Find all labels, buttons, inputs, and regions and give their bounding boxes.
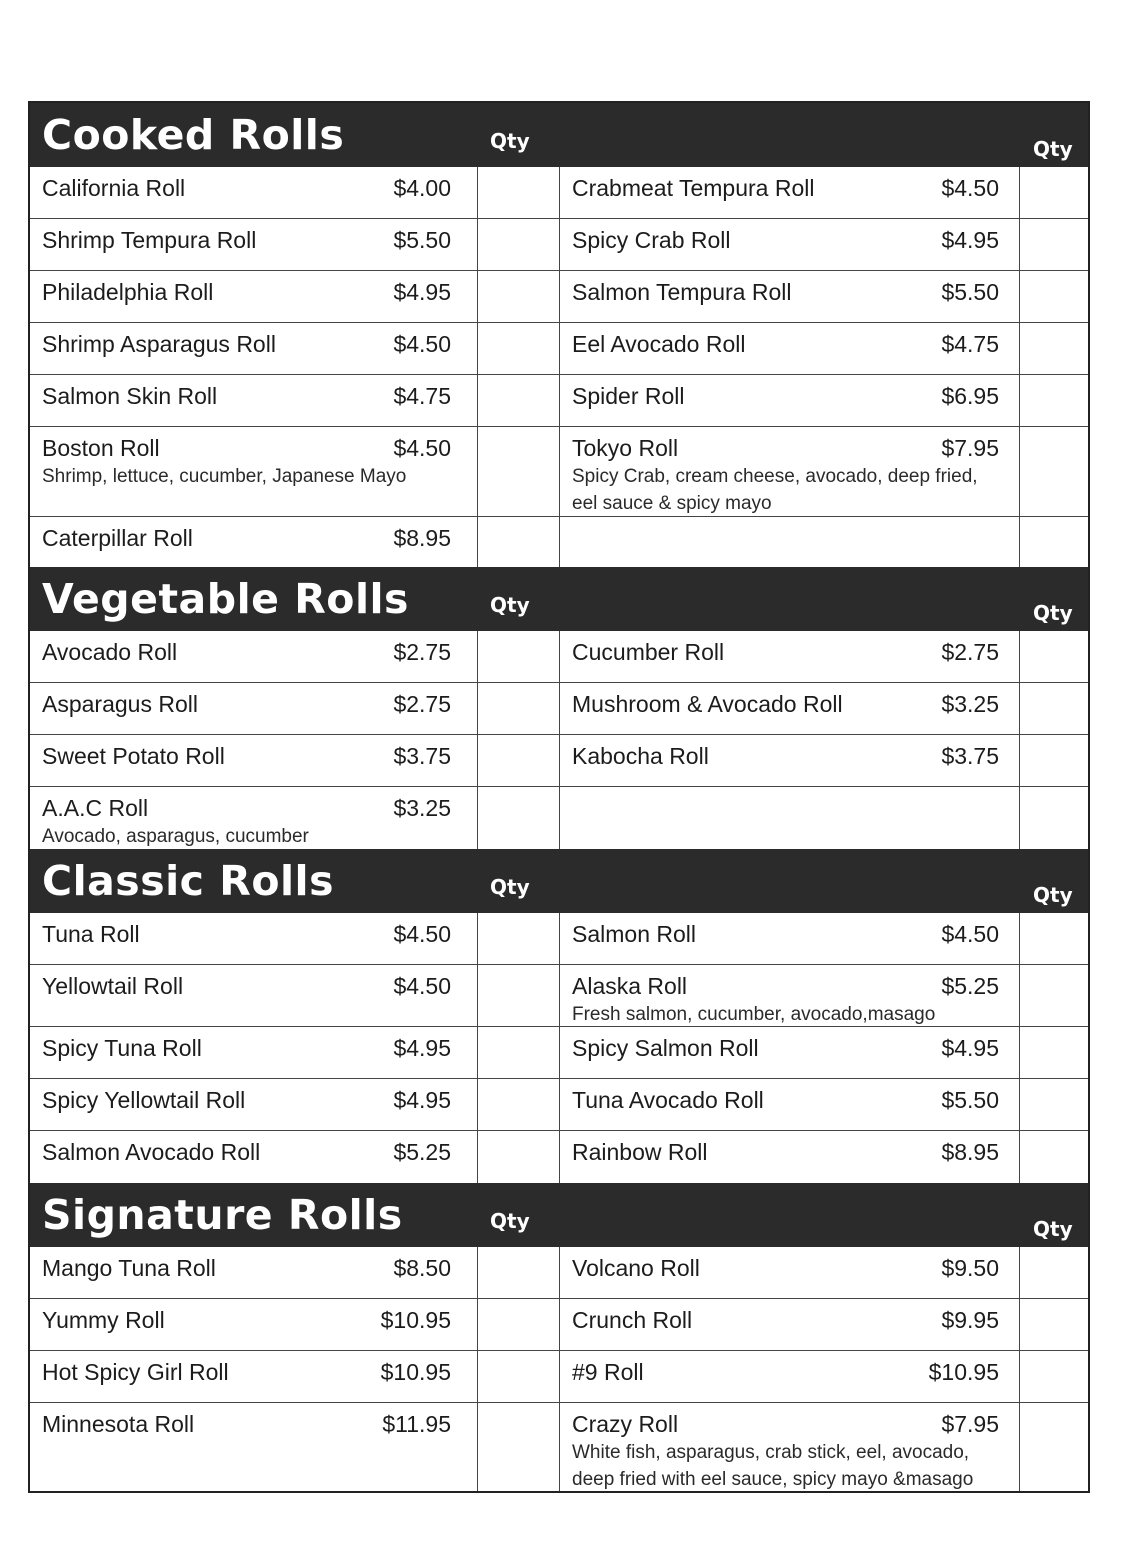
qty-input-cell[interactable]: [478, 965, 560, 1026]
item-name: Spicy Salmon Roll: [572, 1035, 759, 1061]
item-price: $5.50: [941, 279, 999, 305]
item-name: Salmon Skin Roll: [42, 383, 218, 409]
menu-item: [560, 323, 1020, 374]
item-price: $4.50: [941, 921, 999, 947]
item-price: $4.50: [393, 973, 451, 999]
menu-item: [560, 1247, 1020, 1298]
item-price: $8.95: [941, 1139, 999, 1165]
menu-item: [30, 167, 478, 218]
item-description: deep fried with eel sauce, spicy mayo &masago: [572, 1469, 974, 1490]
qty-input-cell[interactable]: [1020, 1027, 1088, 1078]
item-name: Hot Spicy Girl Roll: [42, 1359, 229, 1385]
qty-input-cell[interactable]: [478, 271, 560, 322]
menu-item: [560, 1351, 1020, 1402]
menu-row: [30, 517, 1088, 567]
menu-item: [560, 1131, 1020, 1183]
qty-input-cell[interactable]: [1020, 1403, 1088, 1491]
qty-input-cell[interactable]: [1020, 271, 1088, 322]
menu-item: [30, 1351, 478, 1402]
item-name: Tuna Avocado Roll: [572, 1087, 764, 1113]
item-description: Avocado, asparagus, cucumber: [42, 826, 309, 847]
qty-input-cell[interactable]: [478, 427, 560, 516]
qty-column-label: Qty: [490, 1209, 530, 1233]
item-name: Crazy Roll: [572, 1411, 679, 1437]
menu-item: [30, 427, 478, 516]
menu-item: [560, 167, 1020, 218]
menu-item: [30, 1299, 478, 1350]
menu-row: [30, 1079, 1088, 1131]
qty-input-cell[interactable]: [478, 517, 560, 567]
item-price: $8.50: [393, 1255, 451, 1281]
qty-input-cell[interactable]: [1020, 517, 1088, 567]
qty-input-cell[interactable]: [478, 683, 560, 734]
item-price: $10.95: [380, 1307, 451, 1333]
qty-input-cell[interactable]: [1020, 427, 1088, 516]
menu-item: [560, 965, 1020, 1026]
item-price: $8.95: [393, 525, 451, 551]
item-price: $6.95: [941, 383, 999, 409]
qty-input-cell[interactable]: [1020, 1299, 1088, 1350]
qty-column-label: Qty: [490, 875, 530, 899]
item-name: Avocado Roll: [42, 639, 178, 665]
item-price: $4.50: [393, 331, 451, 357]
section-cooked-rolls: [30, 103, 1088, 567]
item-name: Tokyo Roll: [572, 435, 679, 461]
item-name: Kabocha Roll: [572, 743, 709, 769]
item-price: $9.50: [941, 1255, 999, 1281]
qty-input-cell[interactable]: [1020, 323, 1088, 374]
qty-input-cell[interactable]: [478, 167, 560, 218]
section-header: [30, 103, 1088, 167]
item-name: Yummy Roll: [42, 1307, 165, 1333]
item-price: $10.95: [380, 1359, 451, 1385]
item-name: Shrimp Tempura Roll: [42, 227, 257, 253]
menu-row: [30, 913, 1088, 965]
qty-column-label: Qty: [1033, 1217, 1073, 1241]
item-price: $4.95: [941, 1035, 999, 1061]
item-price: $3.25: [393, 795, 451, 821]
item-price: $10.95: [928, 1359, 999, 1385]
menu-item: [560, 913, 1020, 964]
menu-item: [560, 631, 1020, 682]
item-name: Sweet Potato Roll: [42, 743, 225, 769]
item-price: $4.75: [941, 331, 999, 357]
qty-input-cell[interactable]: [1020, 683, 1088, 734]
menu-item: [560, 375, 1020, 426]
item-name: Boston Roll: [42, 435, 160, 461]
item-price: $7.95: [941, 435, 999, 461]
item-name: Spicy Yellowtail Roll: [42, 1087, 246, 1113]
menu-row: [30, 323, 1088, 375]
menu-item: [30, 219, 478, 270]
menu-row: [30, 631, 1088, 683]
item-description: Fresh salmon, cucumber, avocado,masago: [572, 1004, 936, 1025]
qty-input-cell[interactable]: [478, 1351, 560, 1402]
menu-item: [560, 427, 1020, 516]
item-price: $5.25: [941, 973, 999, 999]
menu-row: [30, 787, 1088, 849]
item-price: $4.95: [393, 1087, 451, 1113]
qty-input-cell[interactable]: [1020, 913, 1088, 964]
section-header: [30, 849, 1088, 913]
qty-input-cell[interactable]: [1020, 1247, 1088, 1298]
menu-item: [30, 517, 478, 567]
item-name: Salmon Avocado Roll: [42, 1139, 261, 1165]
item-price: $3.75: [393, 743, 451, 769]
menu-row: [30, 735, 1088, 787]
item-price: $5.50: [941, 1087, 999, 1113]
item-name: Asparagus Roll: [42, 691, 198, 717]
item-price: $4.00: [393, 175, 451, 201]
menu-item: [30, 683, 478, 734]
qty-input-cell[interactable]: [478, 323, 560, 374]
qty-input-cell[interactable]: [478, 913, 560, 964]
item-name: Mango Tuna Roll: [42, 1255, 216, 1281]
menu-item: [560, 787, 1020, 849]
menu-row: [30, 1131, 1088, 1183]
menu-row: [30, 271, 1088, 323]
qty-input-cell[interactable]: [1020, 167, 1088, 218]
item-price: $4.75: [393, 383, 451, 409]
qty-input-cell[interactable]: [478, 1079, 560, 1130]
section-title: Vegetable Rolls: [42, 575, 409, 623]
qty-input-cell[interactable]: [1020, 219, 1088, 270]
item-name: Yellowtail Roll: [42, 973, 184, 999]
item-description: Spicy Crab, cream cheese, avocado, deep fried,: [572, 466, 978, 487]
item-name: Rainbow Roll: [572, 1139, 708, 1165]
qty-input-cell[interactable]: [478, 1299, 560, 1350]
section-header: [30, 567, 1088, 631]
menu-item: [30, 913, 478, 964]
qty-input-cell[interactable]: [478, 375, 560, 426]
menu-row: [30, 683, 1088, 735]
menu-item: [30, 1079, 478, 1130]
menu-item: [560, 1403, 1020, 1491]
item-name: Salmon Tempura Roll: [572, 279, 792, 305]
menu-item: [560, 735, 1020, 786]
qty-input-cell[interactable]: [478, 735, 560, 786]
item-price: $4.95: [941, 227, 999, 253]
item-name: Caterpillar Roll: [42, 525, 193, 551]
menu-row: [30, 1403, 1088, 1491]
menu-row: [30, 965, 1088, 1027]
item-name: Mushroom & Avocado Roll: [572, 691, 843, 717]
item-name: Volcano Roll: [572, 1255, 700, 1281]
menu-row: [30, 427, 1088, 517]
menu-item: [560, 219, 1020, 270]
qty-input-cell[interactable]: [1020, 631, 1088, 682]
section-signature-rolls: [30, 1183, 1088, 1491]
item-price: $4.50: [393, 921, 451, 947]
item-price: $3.75: [941, 743, 999, 769]
qty-input-cell[interactable]: [1020, 1079, 1088, 1130]
item-name: Salmon Roll: [572, 921, 696, 947]
item-price: $2.75: [941, 639, 999, 665]
menu-item: [560, 517, 1020, 567]
menu-row: [30, 1351, 1088, 1403]
item-description: eel sauce & spicy mayo: [572, 493, 772, 514]
menu-item: [30, 735, 478, 786]
section-title: Signature Rolls: [42, 1191, 403, 1239]
item-price: $9.95: [941, 1307, 999, 1333]
item-name: Cucumber Roll: [572, 639, 725, 665]
menu-item: [30, 323, 478, 374]
qty-column-label: Qty: [490, 129, 530, 153]
menu-item: [30, 631, 478, 682]
section-classic-rolls: [30, 849, 1088, 1183]
menu-row: [30, 1247, 1088, 1299]
section-title: Cooked Rolls: [42, 111, 345, 159]
menu-row: [30, 375, 1088, 427]
item-name: Shrimp Asparagus Roll: [42, 331, 276, 357]
menu-item: [30, 375, 478, 426]
item-price: $4.95: [393, 279, 451, 305]
item-name: A.A.C Roll: [42, 795, 149, 821]
qty-column-label: Qty: [490, 593, 530, 617]
menu-order-form: [28, 101, 1090, 1493]
menu-item: [560, 1299, 1020, 1350]
menu-item: [30, 271, 478, 322]
menu-item: [30, 1131, 478, 1183]
section-header: [30, 1183, 1088, 1247]
qty-input-cell[interactable]: [1020, 1351, 1088, 1402]
menu-item: [560, 1027, 1020, 1078]
menu-item: [560, 271, 1020, 322]
item-name: Crunch Roll: [572, 1307, 693, 1333]
qty-input-cell[interactable]: [478, 1247, 560, 1298]
item-price: $7.95: [941, 1411, 999, 1437]
section-title: Classic Rolls: [42, 857, 334, 905]
section-vegetable-rolls: [30, 567, 1088, 849]
qty-input-cell[interactable]: [478, 1027, 560, 1078]
menu-item: [30, 787, 478, 849]
qty-input-cell[interactable]: [478, 787, 560, 849]
item-name: Alaska Roll: [572, 973, 688, 999]
qty-column-label: Qty: [1033, 883, 1073, 907]
menu-row: [30, 1027, 1088, 1079]
item-price: $2.75: [393, 639, 451, 665]
qty-input-cell[interactable]: [478, 1403, 560, 1491]
menu-item: [30, 1027, 478, 1078]
menu-item: [560, 1079, 1020, 1130]
item-name: Spicy Crab Roll: [572, 227, 731, 253]
qty-input-cell[interactable]: [1020, 1131, 1088, 1183]
item-price: $5.50: [393, 227, 451, 253]
item-price: $11.95: [382, 1411, 451, 1437]
item-name: #9 Roll: [572, 1359, 644, 1385]
item-name: Minnesota Roll: [42, 1411, 195, 1437]
menu-item: [30, 1403, 478, 1491]
item-name: Crabmeat Tempura Roll: [572, 175, 815, 201]
item-description: Shrimp, lettuce, cucumber, Japanese Mayo: [42, 466, 407, 487]
item-name: Spicy Tuna Roll: [42, 1035, 202, 1061]
item-name: Philadelphia Roll: [42, 279, 214, 305]
qty-input-cell[interactable]: [1020, 375, 1088, 426]
item-price: $3.25: [941, 691, 999, 717]
item-price: $4.50: [393, 435, 451, 461]
qty-input-cell[interactable]: [478, 631, 560, 682]
item-name: Spider Roll: [572, 383, 685, 409]
item-name: California Roll: [42, 175, 186, 201]
menu-row: [30, 219, 1088, 271]
item-price: $4.95: [393, 1035, 451, 1061]
menu-row: [30, 1299, 1088, 1351]
menu-item: [30, 1247, 478, 1298]
item-price: $5.25: [393, 1139, 451, 1165]
qty-column-label: Qty: [1033, 601, 1073, 625]
qty-input-cell[interactable]: [478, 219, 560, 270]
item-description: White fish, asparagus, crab stick, eel, avocado,: [572, 1442, 970, 1463]
item-name: Eel Avocado Roll: [572, 331, 746, 357]
menu-item: [560, 683, 1020, 734]
qty-input-cell[interactable]: [1020, 735, 1088, 786]
qty-input-cell[interactable]: [478, 1131, 560, 1183]
item-name: Tuna Roll: [42, 921, 140, 947]
item-price: $4.50: [941, 175, 999, 201]
menu-row: [30, 167, 1088, 219]
menu-item: [30, 965, 478, 1026]
qty-column-label: Qty: [1033, 137, 1073, 161]
qty-input-cell[interactable]: [1020, 965, 1088, 1026]
qty-input-cell[interactable]: [1020, 787, 1088, 849]
item-price: $2.75: [393, 691, 451, 717]
